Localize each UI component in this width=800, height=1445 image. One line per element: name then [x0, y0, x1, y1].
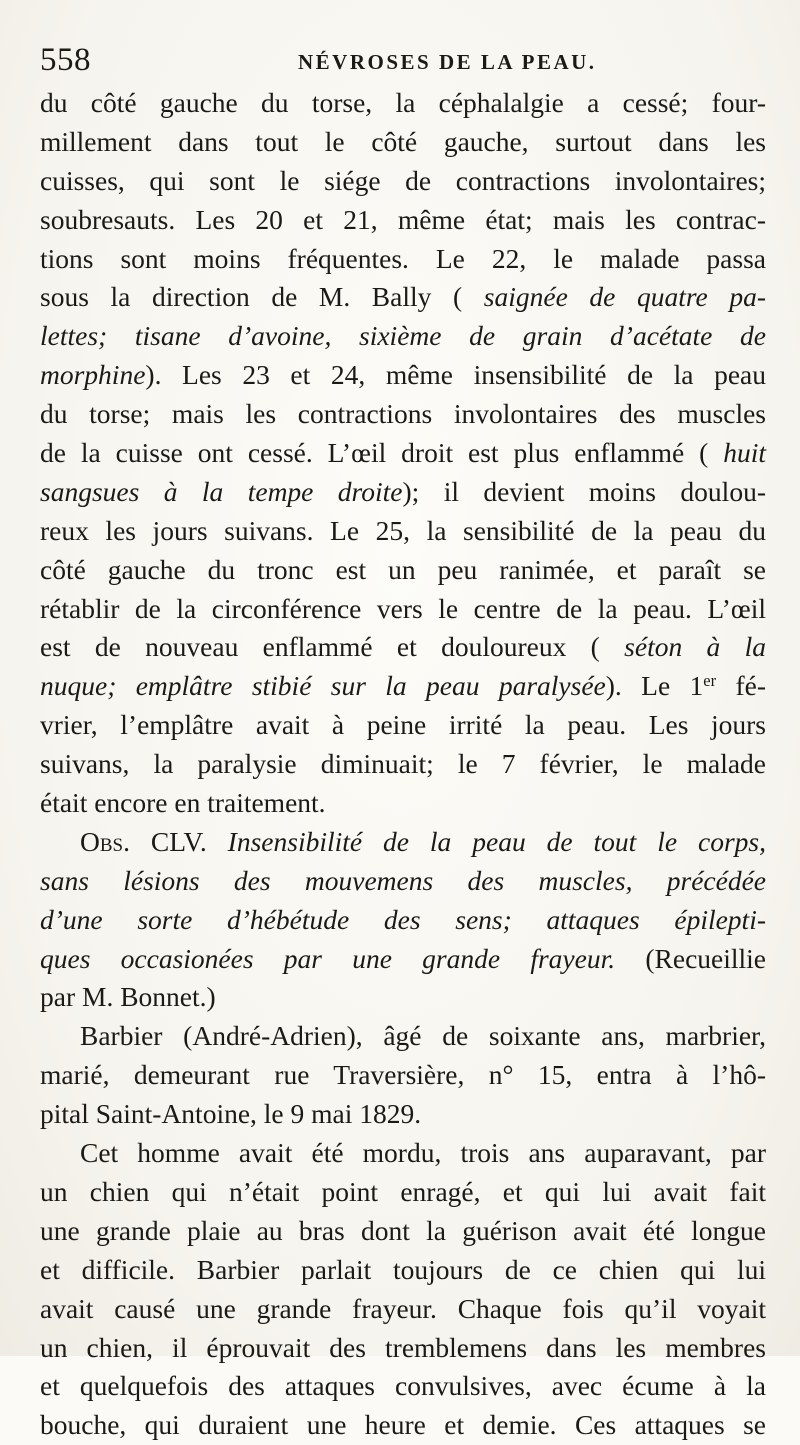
- text-segment: Barbier (André-Adrien), âgé de soixante ans, marbrier,: [80, 1020, 766, 1052]
- text-line: [40, 1173, 766, 1212]
- text-segment: fé-: [716, 670, 766, 702]
- text-segment: millement dans tout le côté gauche, surtout dans les: [40, 125, 766, 157]
- text-line: [40, 706, 766, 745]
- text-segment: et difficile. Barbier parlait toujours de ce chien qui lui: [40, 1253, 766, 1285]
- text-segment: du torse; mais les contractions involontaires des muscles: [40, 398, 766, 430]
- text-line: [40, 434, 766, 473]
- italic-text: sans lésions des mouvemens des muscles, précédée: [40, 864, 766, 896]
- text-segment: est de nouveau enflammé et douloureux (: [40, 631, 625, 663]
- text-segment: suivans, la paralysie diminuait; le 7 février, le malade: [40, 748, 766, 780]
- text-line: [40, 551, 766, 590]
- text-segment: avait causé une grande frayeur. Chaque fois qu’il voyait: [40, 1292, 766, 1324]
- text-line: [40, 240, 766, 279]
- text-segment: cuisses, qui sont le siége de contractions involontaires;: [40, 164, 766, 196]
- text-segment: bouche, qui duraient une heure et demie. Ces attaques se: [40, 1409, 766, 1441]
- text-segment: (Recueillie: [615, 942, 767, 974]
- text-line: [40, 1134, 766, 1173]
- italic-text: sangsues à la tempe droite: [40, 475, 403, 507]
- text-line: [40, 784, 766, 823]
- text-segment: un chien, il éprouvait des tremblemens dans les membres: [40, 1331, 766, 1363]
- page-header: [40, 38, 780, 86]
- text-line: [40, 940, 766, 979]
- text-line: [40, 395, 766, 434]
- text-segment: ). Le 1: [605, 670, 704, 702]
- text-line: [40, 978, 766, 1017]
- text-line: [40, 356, 766, 395]
- text-segment: ). Les 23 et 24, même insensibilité de la peau: [145, 359, 766, 391]
- text-segment: par M. Bonnet.): [40, 981, 216, 1013]
- running-title: NÉVROSES DE LA PEAU.: [298, 50, 597, 74]
- text-line: [40, 84, 766, 123]
- text-line: [40, 1251, 766, 1290]
- text-line: [40, 1406, 766, 1445]
- text-segment: sous la direction de M. Bally (: [40, 281, 484, 313]
- text-line: [40, 745, 766, 784]
- text-line: [40, 317, 766, 356]
- text-segment: ); il devient moins doulou-: [402, 475, 766, 507]
- text-segment: du côté gauche du torse, la céphalalgie a cessé; four-: [40, 87, 766, 118]
- text-line: [40, 1212, 766, 1251]
- text-line: [40, 1367, 766, 1406]
- text-segment: était encore en traitement.: [40, 787, 326, 819]
- italic-text: séton à la: [624, 631, 766, 663]
- text-line: [40, 901, 766, 940]
- text-segment: un chien qui n’était point enragé, et qui lui avait fait: [40, 1175, 766, 1207]
- text-segment: côté gauche du tronc est un peu ranimée, et paraît se: [40, 553, 766, 585]
- text-segment: tions sont moins fréquentes. Le 22, le malade passa: [40, 242, 766, 274]
- text-line: [40, 512, 766, 551]
- text-line: [40, 1056, 766, 1095]
- text-line: [40, 201, 766, 240]
- italic-text: d’une sorte d’hébétude des sens; attaques épilepti-: [40, 903, 766, 935]
- superscript: er: [703, 671, 717, 691]
- text-line: [40, 667, 766, 706]
- text-line: [40, 1095, 766, 1134]
- text-segment: une grande plaie au bras dont la guérison avait été longue: [40, 1214, 766, 1246]
- text-line: [40, 628, 766, 667]
- text-segment: de la cuisse ont cessé. L’œil droit est plus enflammé (: [40, 437, 724, 469]
- text-segment: et quelquefois des attaques convulsives, avec écume à la: [40, 1370, 766, 1402]
- text-segment: vrier, l’emplâtre avait à peine irrité la peau. Les jours: [40, 709, 766, 741]
- text-line: [40, 1329, 766, 1368]
- italic-text: nuque; emplâtre stibié sur la peau paralysée: [40, 670, 606, 702]
- page-number: 558: [40, 42, 91, 78]
- text-segment: Obs.: [80, 825, 130, 857]
- italic-text: ques occasionées par une grande frayeur.: [40, 942, 616, 974]
- text-line: [40, 862, 766, 901]
- italic-text: morphine: [40, 359, 146, 391]
- text-segment: CLV.: [129, 825, 228, 857]
- text-line: [40, 823, 766, 862]
- body-text: [40, 84, 766, 1445]
- italic-text: saignée de quatre pa-: [483, 281, 766, 313]
- italic-text: Insensibilité de la peau de tout le corps,: [227, 825, 767, 857]
- text-line: [40, 278, 766, 317]
- text-segment: marié, demeurant rue Traversière, n° 15, entra à l’hô-: [40, 1059, 766, 1091]
- text-line: [40, 473, 766, 512]
- italic-text: lettes; tisane d’avoine, sixième de grain d’acétate de: [40, 320, 766, 352]
- text-line: [40, 162, 766, 201]
- text-segment: rétablir de la circonférence vers le centre de la peau. L’œil: [40, 592, 766, 624]
- text-segment: reux les jours suivans. Le 25, la sensibilité de la peau du: [40, 514, 766, 546]
- text-segment: Cet homme avait été mordu, trois ans auparavant, par: [80, 1137, 766, 1169]
- text-segment: pital Saint-Antoine, le 9 mai 1829.: [40, 1098, 422, 1130]
- text-line: [40, 123, 766, 162]
- text-segment: soubresauts. Les 20 et 21, même état; mais les contrac-: [40, 203, 766, 235]
- text-line: [40, 590, 766, 629]
- text-line: [40, 1290, 766, 1329]
- text-line: [40, 1017, 766, 1056]
- italic-text: huit: [723, 437, 766, 469]
